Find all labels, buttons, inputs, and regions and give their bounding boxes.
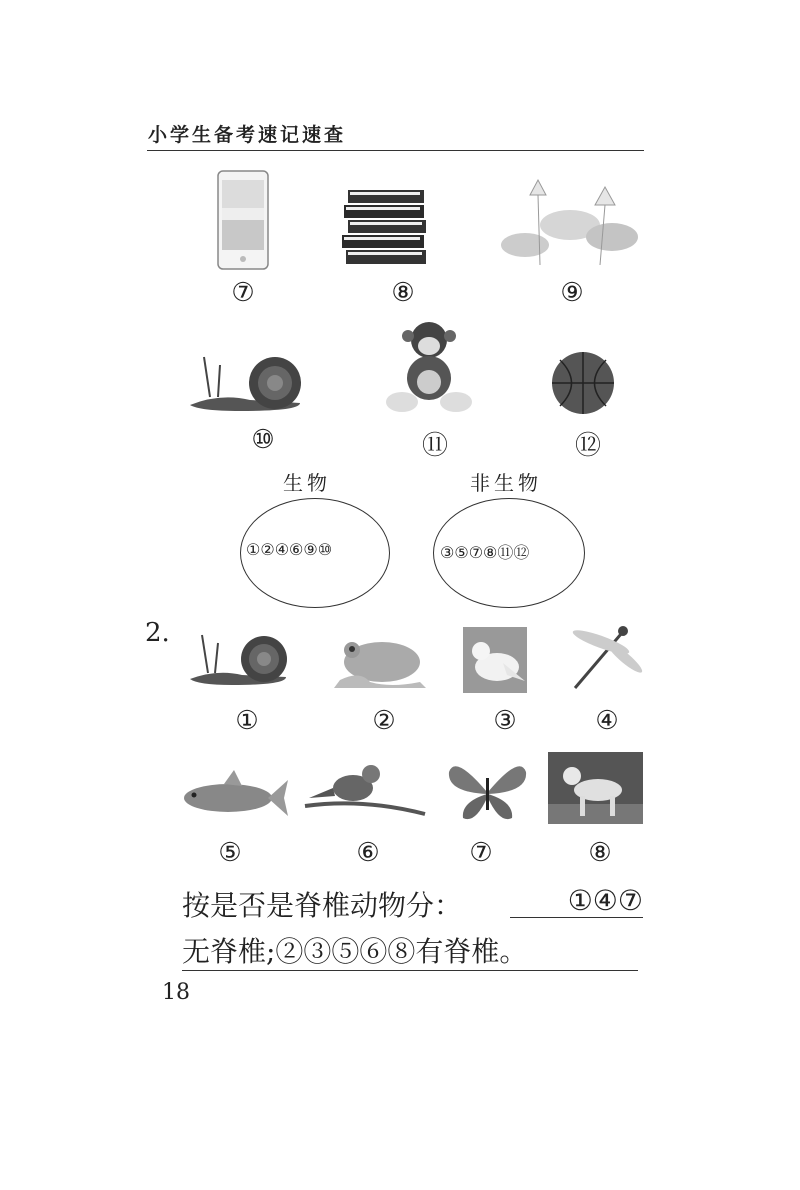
living-items: ①②④⑥⑨⑩	[246, 540, 333, 559]
item-number-12: ⑫	[574, 431, 601, 461]
header-divider	[147, 150, 644, 151]
answer-line-2: 无脊椎;②③⑤⑥⑧有脊椎。	[182, 930, 638, 971]
butterfly-image	[445, 758, 530, 826]
question-number: 2.	[145, 618, 170, 648]
item-number-7: ⑦	[231, 278, 255, 308]
item-number-8: ⑧	[391, 278, 415, 308]
nonliving-label: 非生物	[470, 471, 542, 495]
lotus-image	[500, 175, 640, 270]
page-number: 18	[162, 980, 190, 1005]
item-number-4: ④	[595, 706, 619, 736]
sparrow-image	[303, 758, 428, 820]
toy-monkey-image	[382, 318, 477, 414]
answer-blank-1-text: ①④⑦	[567, 884, 643, 917]
item-number-8: ⑧	[588, 838, 612, 868]
item-number-6: ⑥	[356, 838, 380, 868]
item-number-9: ⑨	[560, 278, 584, 308]
item-number-7: ⑦	[469, 838, 493, 868]
answer-prefix: 按是否是脊椎动物分：	[182, 889, 463, 922]
fish-image	[180, 768, 290, 824]
nonliving-items: ③⑤⑦⑧⑪⑫	[440, 543, 530, 562]
item-number-10: ⑩	[251, 425, 275, 455]
snail-image	[180, 345, 310, 413]
phone-image	[217, 170, 269, 270]
item-number-2: ②	[372, 706, 396, 736]
item-number-3: ③	[493, 706, 517, 736]
basketball-image	[550, 350, 616, 416]
item-number-11: ⑪	[421, 431, 448, 461]
item-number-5: ⑤	[218, 838, 242, 868]
books-image	[340, 188, 432, 266]
living-label: 生物	[283, 471, 331, 495]
frog-image	[330, 630, 430, 692]
dragonfly-image	[565, 618, 643, 690]
snail-image	[182, 625, 294, 687]
answer-blank-1	[510, 884, 643, 918]
dove-image	[463, 627, 527, 693]
dog-image	[548, 752, 643, 824]
item-number-1: ①	[235, 706, 259, 736]
header-title: 小学生备考速记速查	[148, 124, 347, 146]
